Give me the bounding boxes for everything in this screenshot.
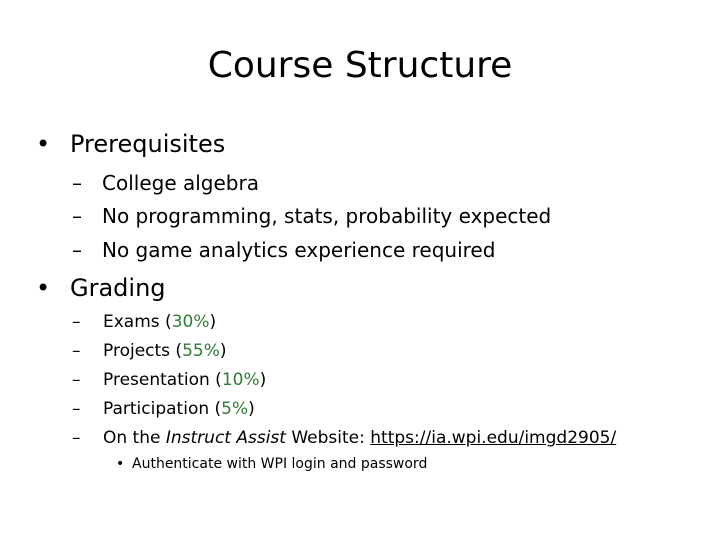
sub-bullet-text: Authenticate with WPI login and password <box>132 456 428 472</box>
bullet-label: Prerequisites <box>70 130 226 158</box>
prereq-item <box>72 168 259 198</box>
grading-item-presentation <box>72 368 266 392</box>
grading-close-paren: ) <box>219 341 227 361</box>
website-prefix: On the <box>103 428 166 448</box>
grading-percent: 5% <box>221 399 249 419</box>
bullet-glyph: • <box>116 456 125 472</box>
grading-percent: 55% <box>182 341 220 361</box>
bullet-prerequisites <box>36 128 225 160</box>
website-link[interactable]: https://ia.wpi.edu/imgd2905/ <box>370 428 617 448</box>
grading-close-paren: ) <box>209 312 217 332</box>
prereq-item-text: College algebra <box>102 171 259 195</box>
grading-item-website <box>72 426 616 450</box>
prereq-item <box>72 235 495 265</box>
dash-glyph: – <box>72 171 82 195</box>
grading-label: Exams ( <box>103 312 172 332</box>
grading-label: Participation ( <box>103 399 222 419</box>
slide-title: Course Structure <box>207 45 513 86</box>
grading-label: Presentation ( <box>103 370 222 390</box>
grading-close-paren: ) <box>259 370 267 390</box>
dash-glyph: – <box>72 312 81 332</box>
grading-item-participation <box>72 397 255 421</box>
website-middle: Website: <box>285 428 371 448</box>
grading-item-projects <box>72 339 227 363</box>
prereq-item-text: No game analytics experience required <box>102 238 496 262</box>
prereq-item <box>72 201 551 231</box>
bullet-glyph: • <box>36 130 51 158</box>
bullet-glyph: • <box>36 274 51 302</box>
sub-bullet-authenticate <box>116 454 427 474</box>
grading-label: Projects ( <box>103 341 183 361</box>
website-emphasis: Instruct Assist <box>165 428 286 448</box>
grading-close-paren: ) <box>248 399 255 419</box>
dash-glyph: – <box>72 341 81 361</box>
grading-item-exams <box>72 310 216 334</box>
dash-glyph: – <box>72 204 82 228</box>
bullet-label: Grading <box>70 274 166 302</box>
grading-percent: 30% <box>171 312 210 332</box>
bullet-grading <box>36 272 166 304</box>
grading-percent: 10% <box>221 370 260 390</box>
dash-glyph: – <box>72 399 81 419</box>
dash-glyph: – <box>72 370 81 390</box>
prereq-item-text: No programming, stats, probability expected <box>102 204 552 228</box>
dash-glyph: – <box>72 238 82 262</box>
dash-glyph: – <box>72 428 81 448</box>
